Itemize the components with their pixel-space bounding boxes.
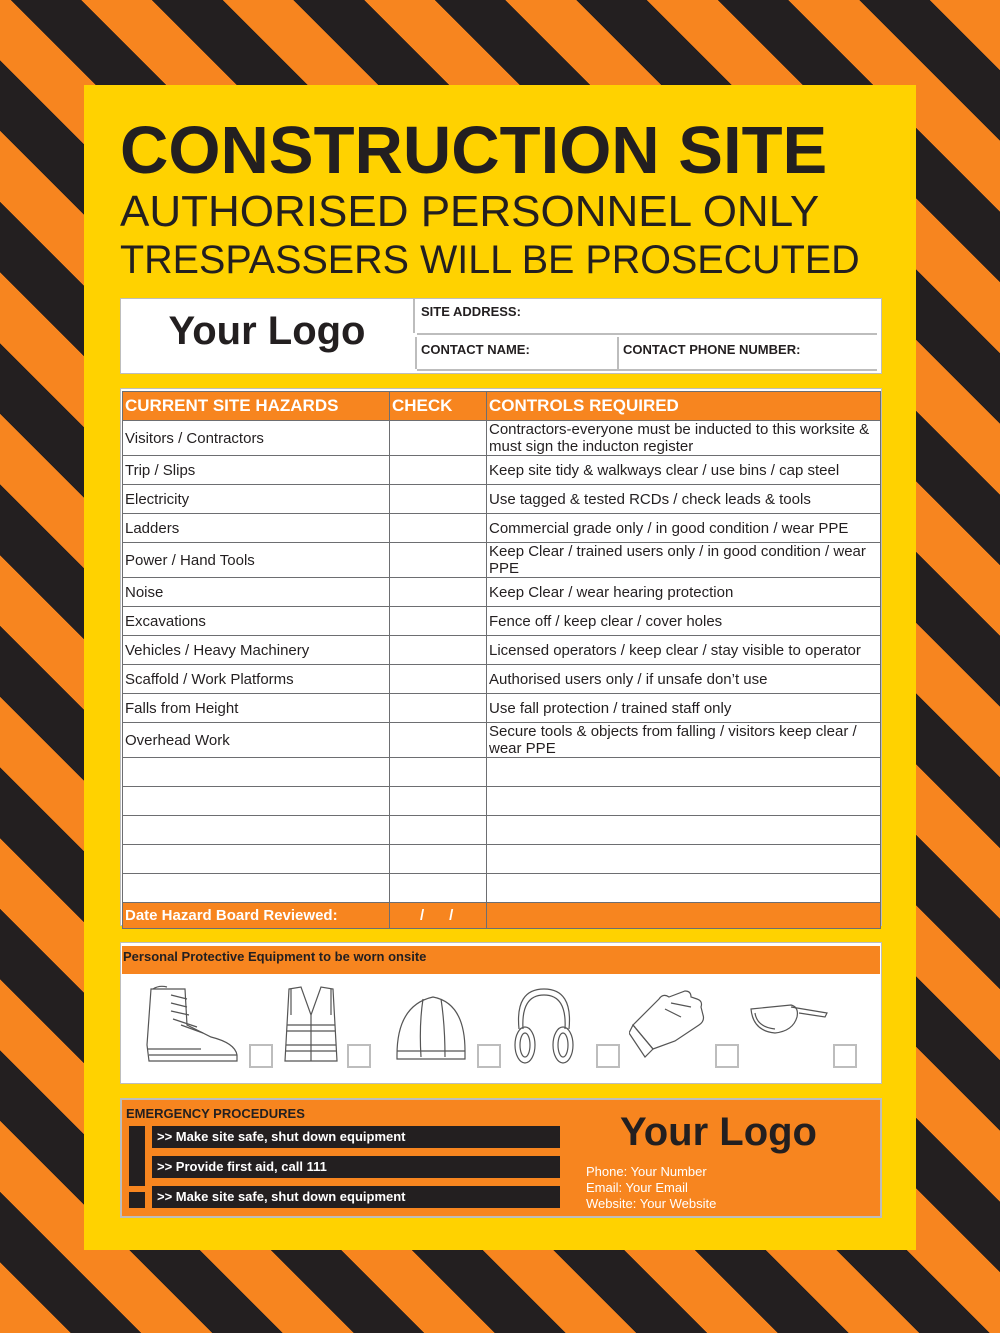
contact-phone: Phone: Your Number xyxy=(586,1164,707,1179)
empty-row[interactable] xyxy=(123,874,881,903)
hazard-cell: Scaffold / Work Platforms xyxy=(123,665,390,694)
sign-warning: TRESPASSERS WILL BE PROSECUTED xyxy=(120,238,860,282)
company-logo-footer: Your Logo xyxy=(620,1110,817,1154)
contact-email: Email: Your Email xyxy=(586,1180,688,1195)
ear-muffs-icon xyxy=(511,985,577,1067)
control-cell: Keep Clear / wear hearing protection xyxy=(487,578,881,607)
review-date-row xyxy=(123,903,881,929)
ppe-checkbox[interactable] xyxy=(477,1044,501,1068)
ppe-box xyxy=(120,942,882,1084)
hazard-table xyxy=(122,391,881,929)
check-cell[interactable] xyxy=(390,607,487,636)
table-row xyxy=(123,607,881,636)
control-cell: Contractors-everyone must be inducted to this worksite & must sign the inducton register xyxy=(487,421,881,456)
check-cell[interactable] xyxy=(390,456,487,485)
check-cell[interactable] xyxy=(390,578,487,607)
review-date-field[interactable]: / / xyxy=(390,903,487,929)
hazard-cell: Overhead Work xyxy=(123,723,390,758)
control-cell: Licensed operators / keep clear / stay visible to operator xyxy=(487,636,881,665)
empty-cell[interactable] xyxy=(487,758,881,787)
hazard-cell: Electricity xyxy=(123,485,390,514)
table-row xyxy=(123,636,881,665)
site-info-box xyxy=(120,298,882,374)
check-cell[interactable] xyxy=(390,636,487,665)
hi-vis-vest-icon xyxy=(281,985,341,1067)
control-cell: Secure tools & objects from falling / visitors keep clear / wear PPE xyxy=(487,723,881,758)
check-cell[interactable] xyxy=(390,421,487,456)
empty-cell[interactable] xyxy=(390,758,487,787)
empty-cell[interactable] xyxy=(123,845,390,874)
boot-icon xyxy=(141,985,241,1067)
check-cell[interactable] xyxy=(390,723,487,758)
ppe-checkbox[interactable] xyxy=(249,1044,273,1068)
table-row xyxy=(123,665,881,694)
hazard-cell: Visitors / Contractors xyxy=(123,421,390,456)
hard-hat-icon xyxy=(393,985,469,1067)
check-cell[interactable] xyxy=(390,694,487,723)
hazard-cell: Noise xyxy=(123,578,390,607)
safety-glasses-icon xyxy=(747,1001,829,1041)
empty-row[interactable] xyxy=(123,816,881,845)
review-date-label: Date Hazard Board Reviewed: xyxy=(123,903,390,929)
ppe-checkbox[interactable] xyxy=(347,1044,371,1068)
glove-icon xyxy=(629,985,709,1067)
check-cell[interactable] xyxy=(390,514,487,543)
empty-cell[interactable] xyxy=(390,816,487,845)
control-cell: Keep Clear / trained users only / in good condition / wear PPE xyxy=(487,543,881,578)
ppe-checkbox[interactable] xyxy=(596,1044,620,1068)
site-address-field[interactable]: SITE ADDRESS: xyxy=(421,304,521,319)
control-cell: Authorised users only / if unsafe don’t use xyxy=(487,665,881,694)
ppe-checkbox[interactable] xyxy=(833,1044,857,1068)
empty-cell[interactable] xyxy=(487,787,881,816)
sign-title: CONSTRUCTION SITE xyxy=(120,113,828,188)
hazard-cell: Ladders xyxy=(123,514,390,543)
hazard-table-box xyxy=(120,388,882,926)
table-row xyxy=(123,514,881,543)
exclamation-icon xyxy=(128,1126,146,1210)
hazard-cell: Excavations xyxy=(123,607,390,636)
divider xyxy=(413,299,415,333)
control-cell: Use fall protection / trained staff only xyxy=(487,694,881,723)
divider xyxy=(417,369,877,371)
divider xyxy=(415,337,417,369)
control-cell: Commercial grade only / in good condition / wear PPE xyxy=(487,514,881,543)
empty-cell[interactable] xyxy=(487,816,881,845)
review-date-blank xyxy=(487,903,881,929)
check-cell[interactable] xyxy=(390,485,487,514)
control-cell: Keep site tidy & walkways clear / use bins / cap steel xyxy=(487,456,881,485)
table-row xyxy=(123,723,881,758)
divider xyxy=(617,337,619,369)
contact-website: Website: Your Website xyxy=(586,1196,717,1211)
hazard-cell: Vehicles / Heavy Machinery xyxy=(123,636,390,665)
table-row xyxy=(123,456,881,485)
empty-cell[interactable] xyxy=(487,845,881,874)
check-cell[interactable] xyxy=(390,543,487,578)
emergency-box xyxy=(120,1098,882,1218)
empty-cell[interactable] xyxy=(487,874,881,903)
empty-cell[interactable] xyxy=(123,874,390,903)
empty-cell[interactable] xyxy=(123,758,390,787)
sign-subtitle: AUTHORISED PERSONNEL ONLY xyxy=(120,187,820,236)
column-header-check: CHECK xyxy=(390,392,487,421)
contact-name-field[interactable]: CONTACT NAME: xyxy=(421,342,530,357)
divider xyxy=(417,333,877,335)
emergency-step: >> Provide first aid, call 111 xyxy=(152,1156,560,1178)
column-header-hazards: CURRENT SITE HAZARDS xyxy=(123,392,390,421)
empty-cell[interactable] xyxy=(123,816,390,845)
emergency-step: >> Make site safe, shut down equipment xyxy=(152,1186,560,1208)
hazard-cell: Power / Hand Tools xyxy=(123,543,390,578)
empty-row[interactable] xyxy=(123,758,881,787)
table-row xyxy=(123,578,881,607)
empty-cell[interactable] xyxy=(390,845,487,874)
contact-phone-field[interactable]: CONTACT PHONE NUMBER: xyxy=(623,342,801,357)
empty-cell[interactable] xyxy=(123,787,390,816)
table-row xyxy=(123,421,881,456)
empty-cell[interactable] xyxy=(390,787,487,816)
control-cell: Fence off / keep clear / cover holes xyxy=(487,607,881,636)
company-logo: Your Logo xyxy=(168,309,366,353)
table-row xyxy=(123,485,881,514)
control-cell: Use tagged & tested RCDs / check leads & tools xyxy=(487,485,881,514)
column-header-controls: CONTROLS REQUIRED xyxy=(487,392,881,421)
table-row xyxy=(123,543,881,578)
check-cell[interactable] xyxy=(390,665,487,694)
emergency-title: EMERGENCY PROCEDURES xyxy=(126,1106,305,1121)
ppe-checkbox[interactable] xyxy=(715,1044,739,1068)
ppe-title: Personal Protective Equipment to be worn onsite xyxy=(122,946,880,974)
hazard-cell: Falls from Height xyxy=(123,694,390,723)
hazard-cell: Trip / Slips xyxy=(123,456,390,485)
empty-row[interactable] xyxy=(123,787,881,816)
table-row xyxy=(123,694,881,723)
emergency-step: >> Make site safe, shut down equipment xyxy=(152,1126,560,1148)
empty-row[interactable] xyxy=(123,845,881,874)
empty-cell[interactable] xyxy=(390,874,487,903)
